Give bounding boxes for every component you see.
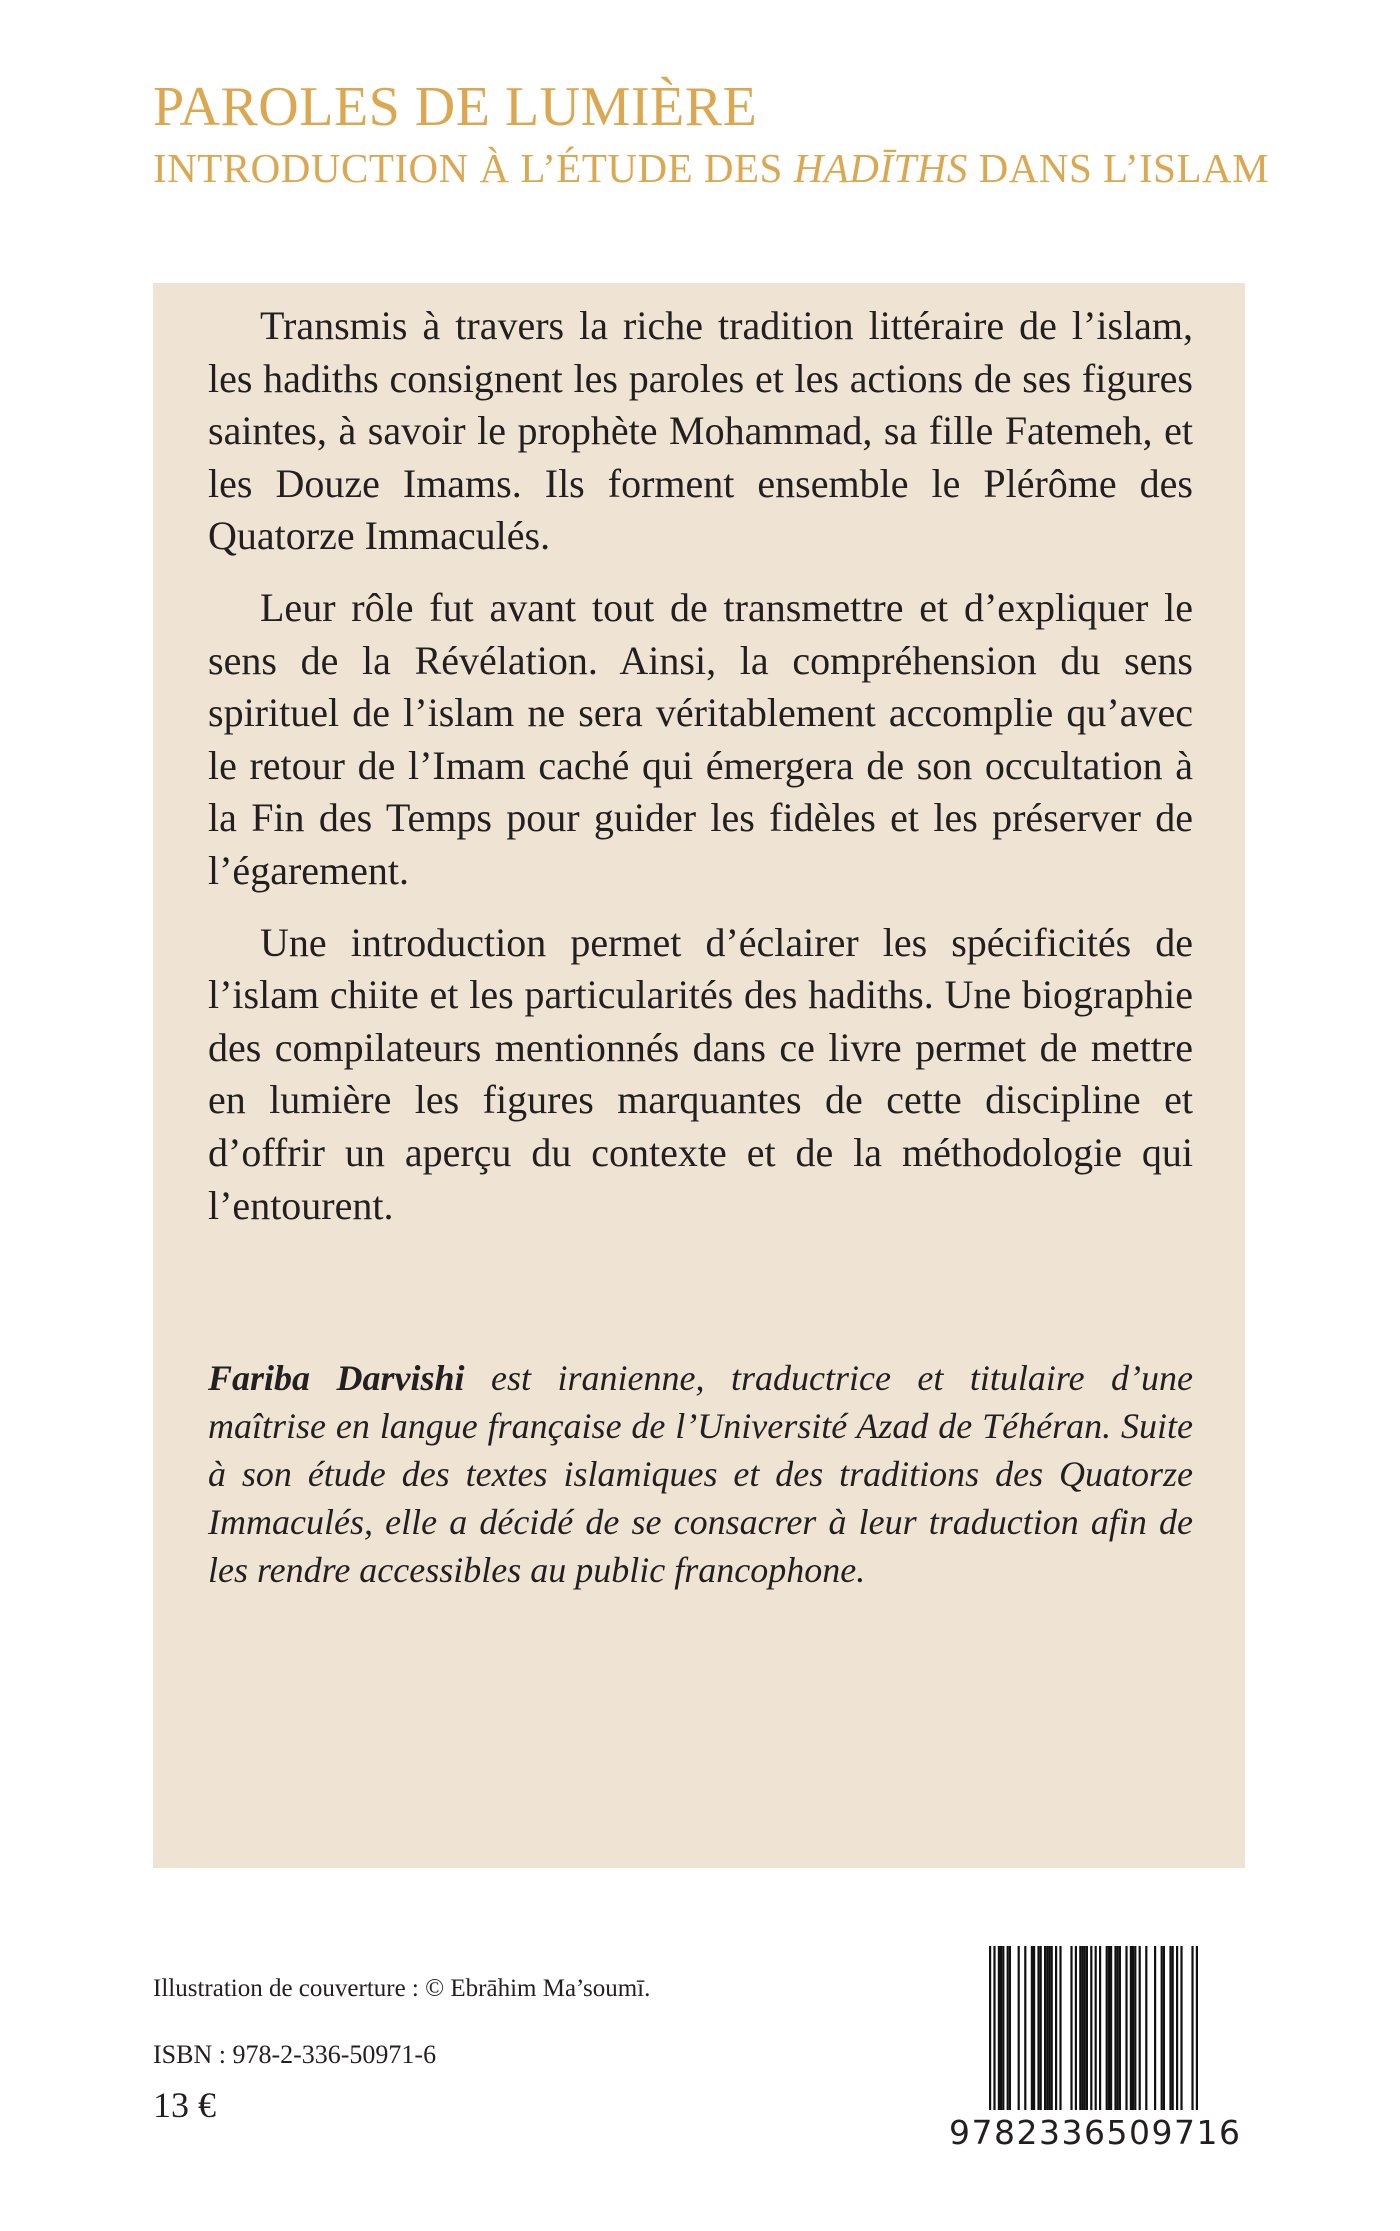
barcode-bar [1163,1946,1165,2116]
barcode-bar [1086,1946,1088,2116]
author-bio-text: est iranienne, traductrice et titulaire d’une maîtrise en langue française de l’Université Azad de Téhéran. Suite à son étude des textes islamiques et des traditions des Quatorze Immaculés, elle a décidé de se consacrer à leur traduction afin de les rendre accessibles au public francophone. [208,1358,1194,1590]
summary-paragraph-2: Leur rôle fut avant tout de transmettre et d’expliquer le sens de la Révélation. Ainsi, la compréhension du sens spirituel de l’islam ne sera véritablement accomplie qu’avec le retour de l’Imam caché qui émergera de son occultation à la Fin des Temps pour guider les fidèles et les préserver de l’égarement. [208,584,1193,893]
barcode-bar [1055,1946,1057,2116]
barcode-bar [1046,1946,1048,2116]
barcode-bar [1051,1946,1053,2116]
barcode-bar [1000,1946,1002,2116]
barcode-bar [1169,1946,1171,2116]
barcode-bar [1132,1946,1134,2116]
barcode-bar [1108,1946,1110,2116]
barcode-digits: 9782336509716 [949,2110,1234,2156]
barcode-bar [1024,1946,1026,2116]
isbn: ISBN : 978-2-336-50971-6 [153,2040,437,2069]
barcode-bar [1191,1946,1193,2132]
barcode-bar [1119,1946,1121,2116]
barcode-bar [1048,1946,1050,2116]
subtitle-italic: HADĪTHS [793,145,968,191]
cover-credit: Illustration de couverture : © Ebrāhim Ma’soumī. [153,1975,651,2002]
barcode-bar [1176,1946,1178,2116]
subtitle-part-1: INTRODUCTION À L’ÉTUDE DES [153,145,794,191]
barcode-bar [1196,1946,1198,2132]
barcode-bar [1154,1946,1156,2116]
barcode-bar [1040,1946,1042,2116]
barcode-bar [1117,1946,1119,2116]
barcode-bar [1130,1946,1132,2116]
barcode-bar [1031,1946,1033,2116]
barcode-bar [1114,1946,1116,2116]
barcode-bar [1106,1946,1108,2116]
price: 13 € [153,2085,216,2125]
summary-text [208,300,1193,1251]
subtitle-part-2: DANS L’ISLAM [967,145,1270,191]
barcode-bar [1095,1946,1097,2132]
book-title: PAROLES DE LUMIÈRE [153,76,758,138]
barcode-bar [993,1946,995,2132]
barcode-bar [1070,1946,1072,2116]
barcode-bar [1139,1946,1141,2116]
barcode [949,1946,1242,2162]
author-bio [208,1354,1193,1594]
author-name: Fariba Darvishi [208,1358,465,1398]
barcode-bar [1037,1946,1039,2116]
barcode-bar [1009,1946,1011,2116]
barcode-bar [1081,1946,1083,2116]
barcode-bar [1044,1946,1046,2116]
barcode-bar [1161,1946,1163,2116]
barcode-bar [1099,1946,1101,2116]
barcode-bar [1002,1946,1004,2116]
barcode-bar [1090,1946,1092,2132]
barcode-bar [1172,1946,1174,2116]
barcode-bar [1059,1946,1061,2116]
barcode-bar [1007,1946,1009,2116]
barcode-bar [1084,1946,1086,2116]
barcode-bar [1018,1946,1020,2116]
barcode-bar [989,1946,991,2132]
barcode-bar [1033,1946,1035,2116]
book-subtitle [153,142,1269,194]
barcode-bar [1075,1946,1077,2116]
barcode-bar [1134,1946,1136,2116]
barcode-bar [1079,1946,1081,2116]
barcode-bar [1110,1946,1112,2116]
barcode-bar [998,1946,1000,2116]
summary-paragraph-3: Une introduction permet d’éclairer les spécificités de l’islam chiite et les particularités des hadiths. Une biographie des compilateurs mentionnés dans ce livre permet de mettre en lumière les figures marquantes de cette discipline et d’offrir un aperçu du contexte et de la méthodologie qui l’entourent. [208,919,1193,1228]
summary-paragraph-1: Transmis à travers la riche tradition littéraire de l’islam, les hadiths consignent les paroles et les actions de ses figures saintes, à savoir le prophète Mohammad, sa fille Fatemeh, et les Douze Imams. Ils forment ensemble le Plérôme des Quatorze Immaculés. [208,303,1193,559]
barcode-bar [1180,1946,1182,2116]
barcode-bar [1125,1946,1127,2116]
barcode-bar [1145,1946,1147,2116]
